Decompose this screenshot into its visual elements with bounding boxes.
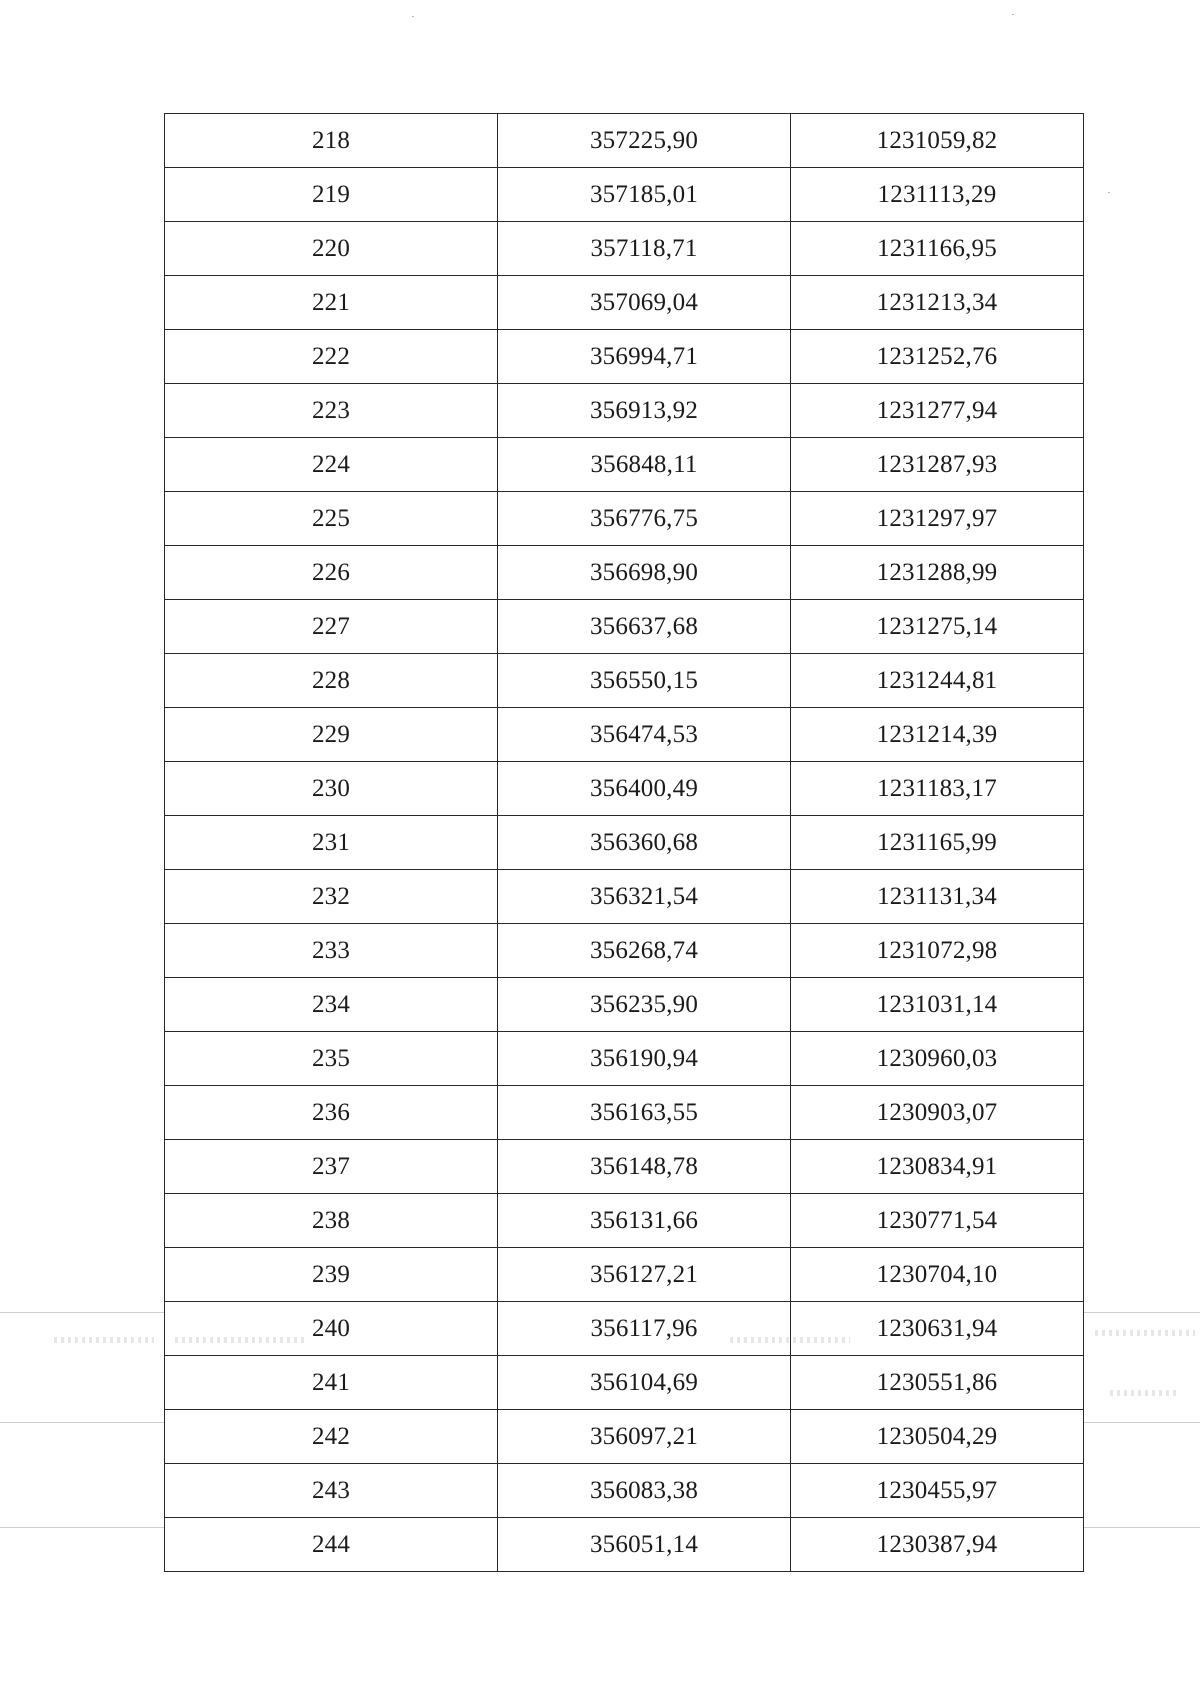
- x-coordinate-cell: 356268,74: [498, 924, 791, 978]
- scan-speck: [412, 16, 414, 17]
- y-coordinate-cell: 1231166,95: [791, 222, 1084, 276]
- x-coordinate-cell: 356163,55: [498, 1086, 791, 1140]
- y-coordinate-cell: 1230834,91: [791, 1140, 1084, 1194]
- table-row: [165, 1410, 1084, 1464]
- point-number-cell: 228: [165, 654, 498, 708]
- y-coordinate-cell: 1231113,29: [791, 168, 1084, 222]
- point-number-cell: 233: [165, 924, 498, 978]
- table-row: [165, 438, 1084, 492]
- y-coordinate-cell: 1230551,86: [791, 1356, 1084, 1410]
- y-coordinate-cell: 1231214,39: [791, 708, 1084, 762]
- point-number-cell: 234: [165, 978, 498, 1032]
- coordinates-table-body: [165, 114, 1084, 1572]
- x-coordinate-cell: 356550,15: [498, 654, 791, 708]
- table-row: [165, 762, 1084, 816]
- x-coordinate-cell: 356104,69: [498, 1356, 791, 1410]
- point-number-cell: 242: [165, 1410, 498, 1464]
- y-coordinate-cell: 1230455,97: [791, 1464, 1084, 1518]
- table-row: [165, 1032, 1084, 1086]
- table-row: [165, 330, 1084, 384]
- scan-streak: [1083, 1312, 1200, 1313]
- y-coordinate-cell: 1230903,07: [791, 1086, 1084, 1140]
- point-number-cell: 229: [165, 708, 498, 762]
- table-row: [165, 1464, 1084, 1518]
- x-coordinate-cell: 356400,49: [498, 762, 791, 816]
- y-coordinate-cell: 1230771,54: [791, 1194, 1084, 1248]
- point-number-cell: 240: [165, 1302, 498, 1356]
- x-coordinate-cell: 356474,53: [498, 708, 791, 762]
- x-coordinate-cell: 357069,04: [498, 276, 791, 330]
- table-row: [165, 816, 1084, 870]
- y-coordinate-cell: 1231165,99: [791, 816, 1084, 870]
- table-row: [165, 1248, 1084, 1302]
- x-coordinate-cell: 356913,92: [498, 384, 791, 438]
- scan-streak: [0, 1312, 164, 1313]
- point-number-cell: 218: [165, 114, 498, 168]
- point-number-cell: 237: [165, 1140, 498, 1194]
- x-coordinate-cell: 356083,38: [498, 1464, 791, 1518]
- y-coordinate-cell: 1231297,97: [791, 492, 1084, 546]
- table-row: [165, 708, 1084, 762]
- y-coordinate-cell: 1231183,17: [791, 762, 1084, 816]
- point-number-cell: 220: [165, 222, 498, 276]
- table-row: [165, 1518, 1084, 1572]
- table-row: [165, 1302, 1084, 1356]
- x-coordinate-cell: 357225,90: [498, 114, 791, 168]
- y-coordinate-cell: 1230504,29: [791, 1410, 1084, 1464]
- table-row: [165, 654, 1084, 708]
- y-coordinate-cell: 1230704,10: [791, 1248, 1084, 1302]
- y-coordinate-cell: 1231244,81: [791, 654, 1084, 708]
- y-coordinate-cell: 1231287,93: [791, 438, 1084, 492]
- table-row: [165, 276, 1084, 330]
- x-coordinate-cell: 356131,66: [498, 1194, 791, 1248]
- x-coordinate-cell: 357118,71: [498, 222, 791, 276]
- y-coordinate-cell: 1231213,34: [791, 276, 1084, 330]
- point-number-cell: 225: [165, 492, 498, 546]
- y-coordinate-cell: 1231059,82: [791, 114, 1084, 168]
- y-coordinate-cell: 1230960,03: [791, 1032, 1084, 1086]
- scan-smudge: [1110, 1390, 1180, 1396]
- point-number-cell: 219: [165, 168, 498, 222]
- y-coordinate-cell: 1230631,94: [791, 1302, 1084, 1356]
- point-number-cell: 244: [165, 1518, 498, 1572]
- x-coordinate-cell: 356360,68: [498, 816, 791, 870]
- table-row: [165, 546, 1084, 600]
- point-number-cell: 239: [165, 1248, 498, 1302]
- table-row: [165, 870, 1084, 924]
- coordinates-table: [164, 113, 1084, 1572]
- table-row: [165, 600, 1084, 654]
- scan-streak: [0, 1422, 164, 1423]
- table-row: [165, 1194, 1084, 1248]
- x-coordinate-cell: 357185,01: [498, 168, 791, 222]
- scan-streak: [1083, 1527, 1200, 1528]
- point-number-cell: 243: [165, 1464, 498, 1518]
- point-number-cell: 223: [165, 384, 498, 438]
- scan-smudge: [1095, 1330, 1195, 1336]
- y-coordinate-cell: 1231288,99: [791, 546, 1084, 600]
- point-number-cell: 227: [165, 600, 498, 654]
- table-row: [165, 168, 1084, 222]
- x-coordinate-cell: 356148,78: [498, 1140, 791, 1194]
- point-number-cell: 222: [165, 330, 498, 384]
- point-number-cell: 241: [165, 1356, 498, 1410]
- y-coordinate-cell: 1231275,14: [791, 600, 1084, 654]
- table-row: [165, 1356, 1084, 1410]
- x-coordinate-cell: 356994,71: [498, 330, 791, 384]
- table-row: [165, 222, 1084, 276]
- y-coordinate-cell: 1231277,94: [791, 384, 1084, 438]
- point-number-cell: 236: [165, 1086, 498, 1140]
- x-coordinate-cell: 356321,54: [498, 870, 791, 924]
- x-coordinate-cell: 356097,21: [498, 1410, 791, 1464]
- x-coordinate-cell: 356637,68: [498, 600, 791, 654]
- table-row: [165, 978, 1084, 1032]
- point-number-cell: 221: [165, 276, 498, 330]
- table-row: [165, 114, 1084, 168]
- point-number-cell: 238: [165, 1194, 498, 1248]
- x-coordinate-cell: 356117,96: [498, 1302, 791, 1356]
- point-number-cell: 230: [165, 762, 498, 816]
- y-coordinate-cell: 1231131,34: [791, 870, 1084, 924]
- point-number-cell: 235: [165, 1032, 498, 1086]
- table-row: [165, 384, 1084, 438]
- scan-speck: [1012, 14, 1014, 15]
- x-coordinate-cell: 356051,14: [498, 1518, 791, 1572]
- table-row: [165, 924, 1084, 978]
- y-coordinate-cell: 1231252,76: [791, 330, 1084, 384]
- x-coordinate-cell: 356190,94: [498, 1032, 791, 1086]
- y-coordinate-cell: 1230387,94: [791, 1518, 1084, 1572]
- y-coordinate-cell: 1231031,14: [791, 978, 1084, 1032]
- x-coordinate-cell: 356127,21: [498, 1248, 791, 1302]
- x-coordinate-cell: 356848,11: [498, 438, 791, 492]
- table-row: [165, 1086, 1084, 1140]
- x-coordinate-cell: 356235,90: [498, 978, 791, 1032]
- table-row: [165, 1140, 1084, 1194]
- scan-streak: [0, 1527, 164, 1528]
- point-number-cell: 224: [165, 438, 498, 492]
- point-number-cell: 232: [165, 870, 498, 924]
- x-coordinate-cell: 356698,90: [498, 546, 791, 600]
- scan-speck: [1108, 192, 1110, 193]
- scan-streak: [1083, 1422, 1200, 1423]
- scan-smudge: [54, 1337, 154, 1343]
- x-coordinate-cell: 356776,75: [498, 492, 791, 546]
- table-row: [165, 492, 1084, 546]
- point-number-cell: 231: [165, 816, 498, 870]
- point-number-cell: 226: [165, 546, 498, 600]
- y-coordinate-cell: 1231072,98: [791, 924, 1084, 978]
